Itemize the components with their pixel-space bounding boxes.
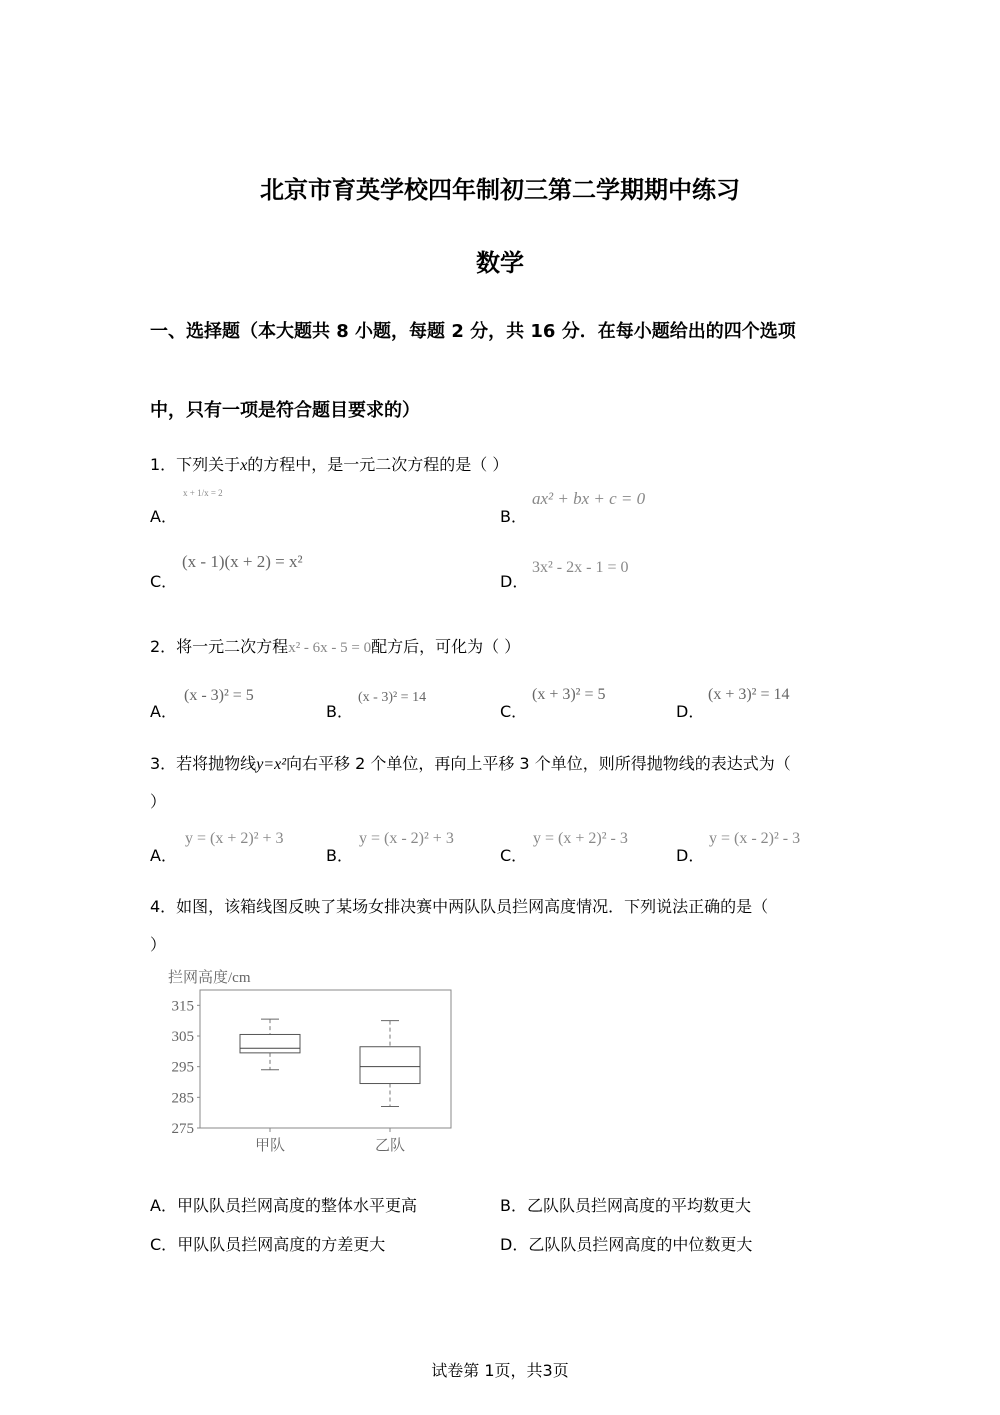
y-tick-label: 275 bbox=[171, 1121, 194, 1137]
page-footer: 试卷第 1页，共3页 bbox=[431, 1361, 569, 1380]
chart-x-ticks bbox=[255, 1128, 405, 1154]
option-label: A． bbox=[150, 507, 177, 526]
q2-option-a[interactable] bbox=[150, 699, 177, 722]
option-label: B． bbox=[500, 1196, 527, 1215]
q2-option-c-expr: (x + 3)² = 5 bbox=[532, 686, 606, 703]
q4-option-b[interactable] bbox=[500, 1193, 751, 1216]
option-label: D． bbox=[500, 572, 529, 591]
option-text: 甲队队员拦网高度的整体水平更高 bbox=[176, 1196, 417, 1215]
q2-option-b[interactable] bbox=[326, 699, 353, 722]
q1-option-c[interactable] bbox=[150, 569, 177, 592]
q2-option-a-expr: (x - 3)² = 5 bbox=[184, 687, 254, 704]
question-4-stem: 4．如图，该箱线图反映了某场女排决赛中两队队员拦网高度情况．下列说法正确的是（ bbox=[150, 897, 769, 916]
q2-option-d-expr: (x + 3)² = 14 bbox=[708, 686, 790, 703]
option-label: C． bbox=[500, 846, 528, 865]
option-label: C． bbox=[500, 702, 528, 721]
y-tick-label: 295 bbox=[171, 1059, 194, 1076]
q1-option-a[interactable] bbox=[150, 504, 177, 527]
q3-option-d-expr: y = (x - 2)² - 3 bbox=[709, 830, 801, 847]
question-2-stem bbox=[150, 634, 520, 657]
subject-title: 数学 bbox=[476, 249, 524, 277]
option-label: B． bbox=[500, 507, 527, 526]
option-label: B． bbox=[326, 846, 353, 865]
q2-stem-expr: x² - 6x - 5 = 0 bbox=[288, 640, 372, 656]
option-label: B． bbox=[326, 702, 353, 721]
box-iqr bbox=[360, 1047, 420, 1084]
option-label: A． bbox=[150, 702, 177, 721]
option-text: 乙队队员拦网高度的平均数更大 bbox=[526, 1196, 751, 1215]
q2-option-d[interactable] bbox=[676, 699, 704, 722]
exam-title: 北京市育英学校四年制初三第二学期期中练习 bbox=[260, 176, 740, 204]
q2-option-c[interactable] bbox=[500, 699, 527, 722]
section-heading-line1: 一、选择题（本大题共 8 小题，每题 2 分，共 16 分．在每小题给出的四个选项 bbox=[150, 321, 796, 342]
q3-option-c[interactable] bbox=[500, 843, 527, 866]
q3-stem-post: 向右平移 2 个单位，再向上平移 3 个单位，则所得抛物线的表达式为（ bbox=[285, 754, 791, 773]
q1-option-b[interactable] bbox=[500, 504, 527, 527]
option-label: C． bbox=[150, 1235, 178, 1254]
q1-option-d-expr: 3x² - 2x - 1 = 0 bbox=[532, 559, 629, 576]
option-label: D． bbox=[500, 1235, 529, 1254]
q2-stem-pre: 2．将一元二次方程 bbox=[150, 637, 289, 656]
option-label: A． bbox=[150, 846, 177, 865]
x-tick-label: 甲队 bbox=[254, 1138, 286, 1154]
q3-option-b[interactable] bbox=[326, 843, 353, 866]
box-plot-chart bbox=[150, 960, 470, 1160]
y-tick-label: 315 bbox=[171, 998, 194, 1015]
q3-option-a-expr: y = (x + 2)² + 3 bbox=[185, 830, 284, 847]
chart-y-ticks bbox=[172, 998, 201, 1137]
option-label: A． bbox=[150, 1196, 177, 1215]
section-heading-line2: 中，只有一项是符合题目要求的） bbox=[150, 400, 420, 421]
q4-option-c[interactable] bbox=[150, 1232, 385, 1255]
q1-option-b-expr: ax² + bx + c = 0 bbox=[532, 489, 646, 508]
chart-boxes bbox=[240, 1019, 420, 1106]
q3-stem-expr: y=x² bbox=[256, 756, 286, 773]
q1-option-a-expr: x + 1/x = 2 bbox=[183, 488, 223, 498]
question-1-stem bbox=[150, 452, 508, 475]
q3-option-b-expr: y = (x - 2)² + 3 bbox=[359, 830, 454, 847]
q1-option-d[interactable] bbox=[500, 569, 528, 592]
q2-option-b-expr: (x - 3)² = 14 bbox=[358, 690, 427, 705]
y-tick-label: 305 bbox=[171, 1029, 194, 1045]
q3-option-d[interactable] bbox=[676, 843, 704, 866]
q3-option-c-expr: y = (x + 2)² - 3 bbox=[533, 830, 628, 847]
question-3-stem bbox=[150, 751, 791, 774]
option-label: D． bbox=[676, 702, 705, 721]
q3-option-a[interactable] bbox=[150, 843, 177, 866]
q4-option-d[interactable] bbox=[500, 1232, 752, 1255]
q3-stem-pre: 3．若将抛物线 bbox=[150, 754, 257, 773]
option-label: C． bbox=[150, 572, 178, 591]
x-tick-label: 乙队 bbox=[374, 1138, 406, 1154]
chart-y-axis-label: 拦网高度/cm bbox=[168, 970, 251, 986]
question-3-stem-line2: ） bbox=[150, 792, 167, 811]
q2-stem-post: 配方后，可化为（ ） bbox=[371, 637, 521, 656]
y-tick-label: 285 bbox=[171, 1090, 194, 1107]
option-text: 甲队队员拦网高度的方差更大 bbox=[177, 1235, 386, 1254]
q1-option-c-expr: (x - 1)(x + 2) = x² bbox=[182, 552, 303, 571]
question-4-stem-line2: ） bbox=[150, 935, 167, 954]
option-label: D． bbox=[676, 846, 705, 865]
q1-stem-var: x bbox=[240, 457, 248, 474]
option-text: 乙队队员拦网高度的中位数更大 bbox=[528, 1235, 753, 1254]
box-iqr bbox=[240, 1034, 300, 1052]
q1-stem-pre: 1．下列关于 bbox=[150, 455, 241, 474]
q4-option-a[interactable] bbox=[150, 1193, 417, 1216]
q1-stem-post: 的方程中，是一元二次方程的是（ ） bbox=[247, 455, 509, 474]
